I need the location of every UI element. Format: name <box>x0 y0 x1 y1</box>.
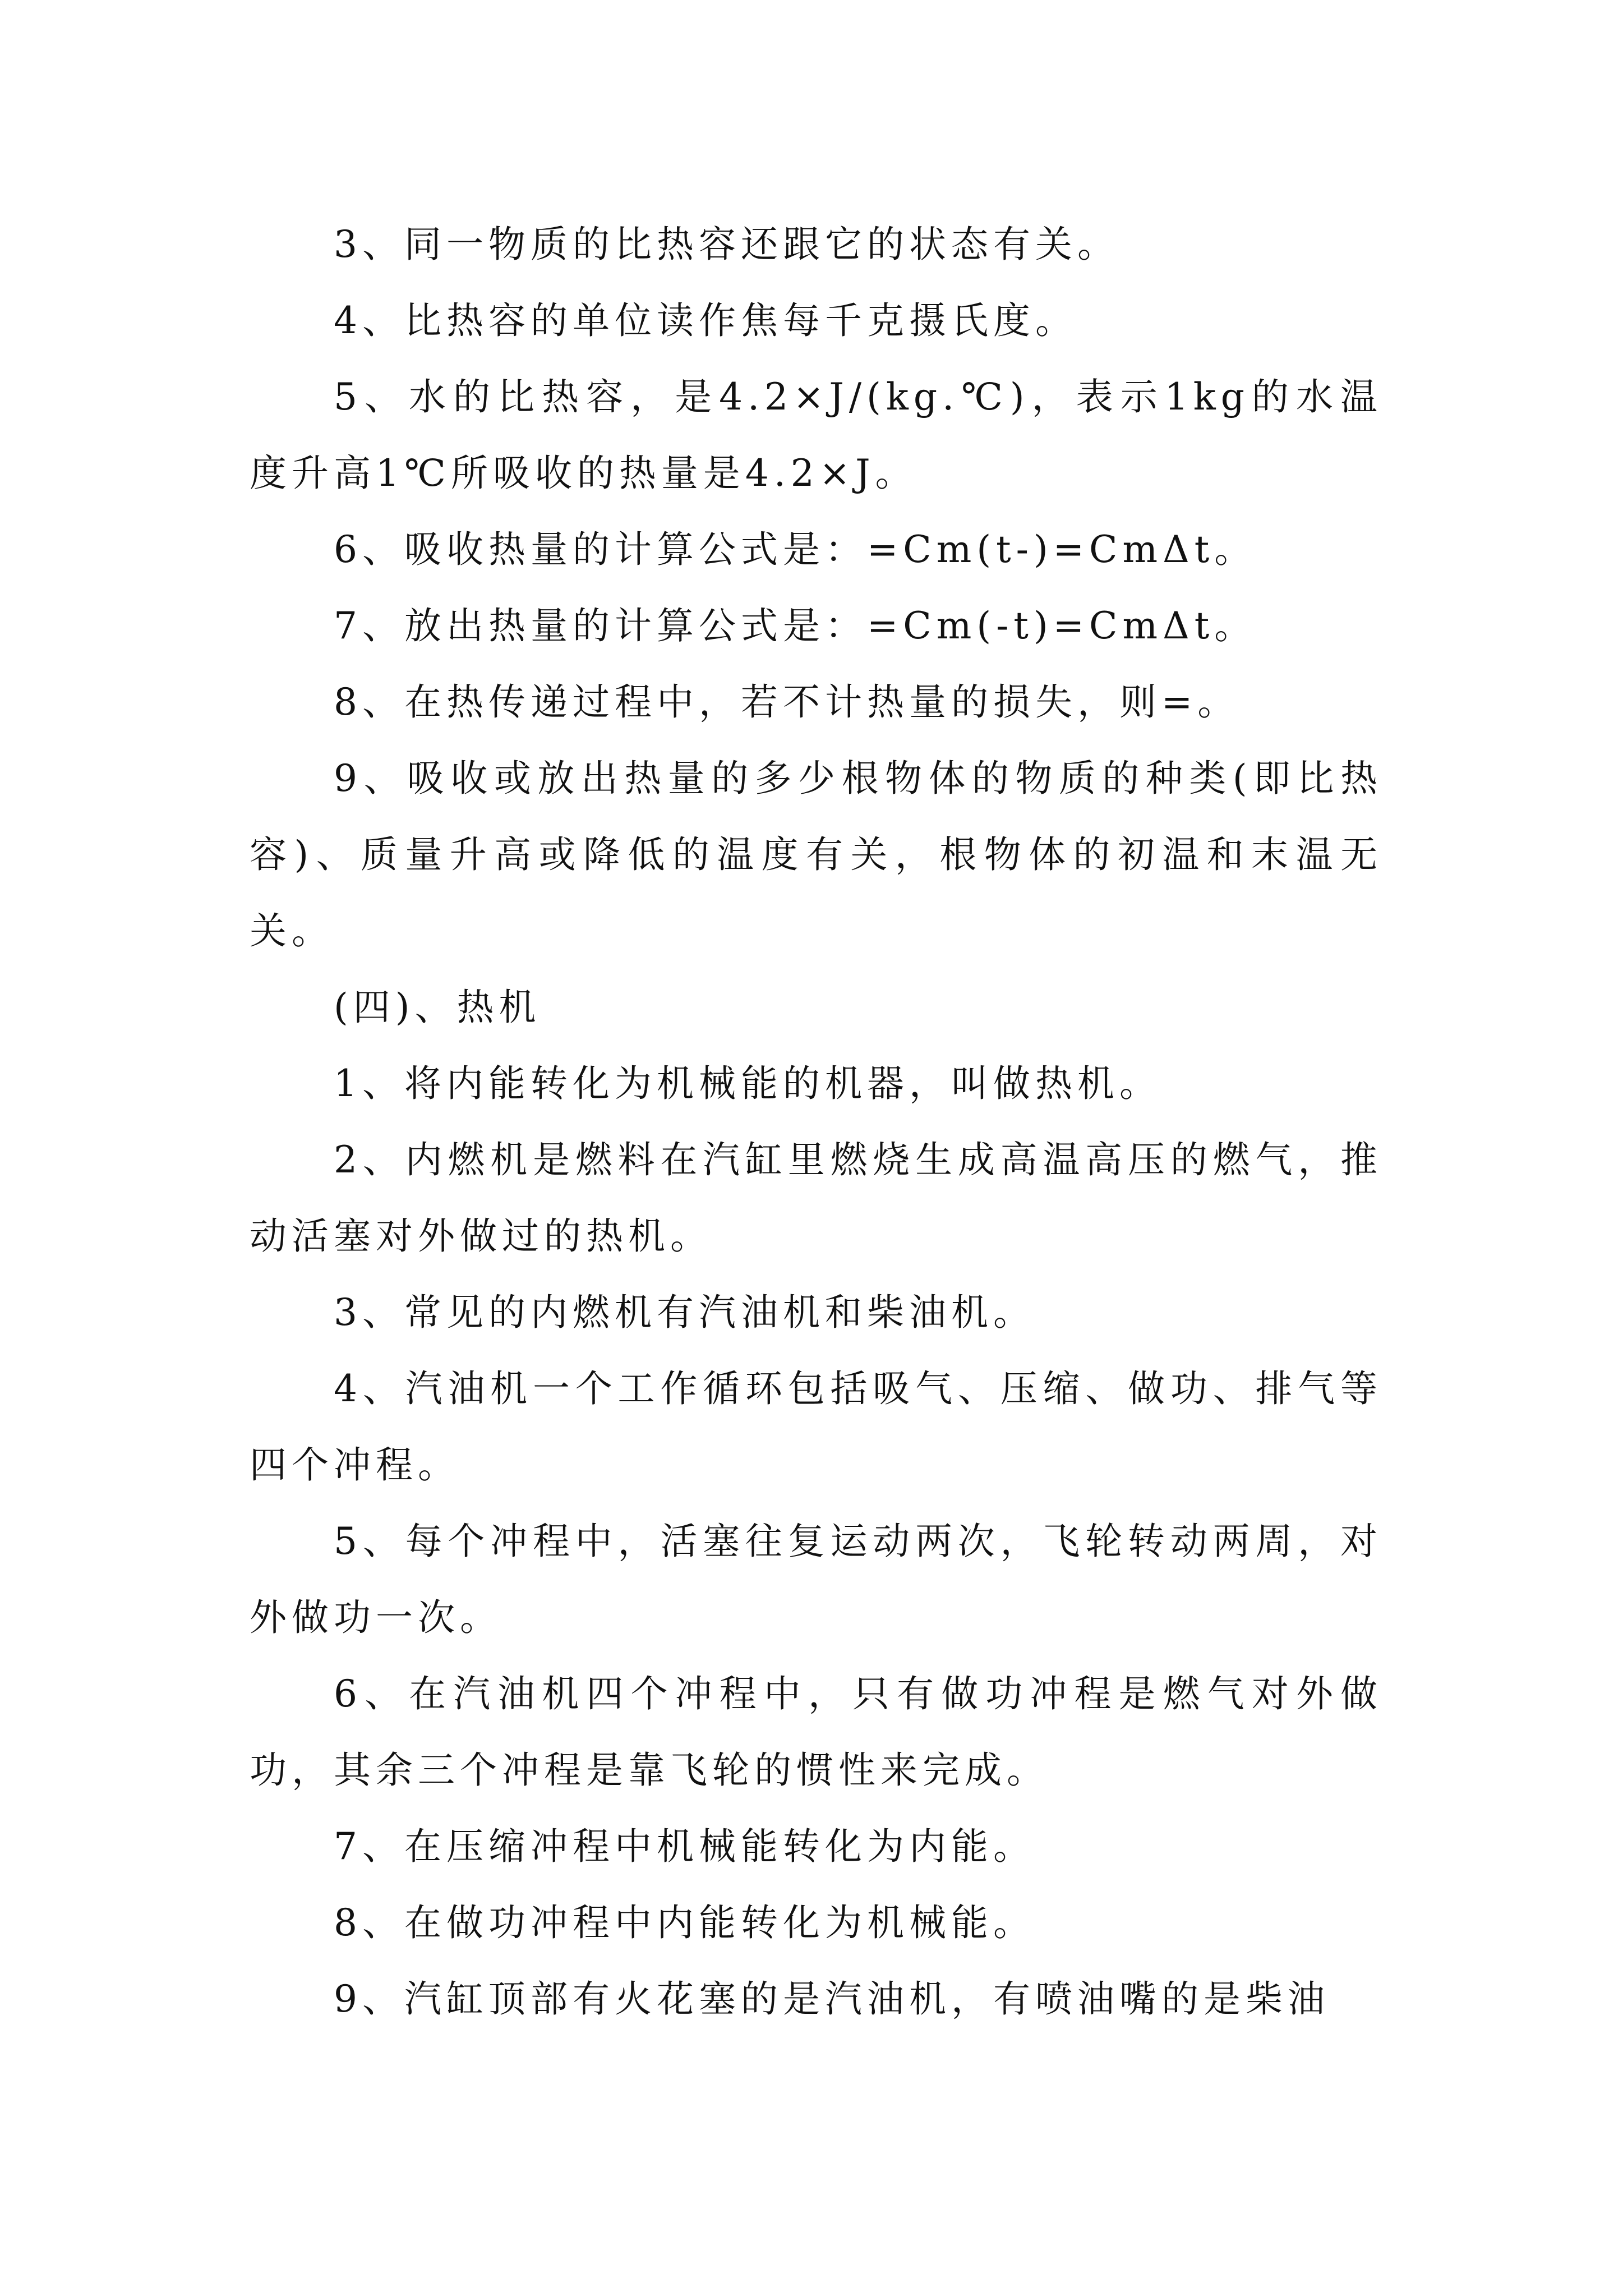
document-body <box>250 206 1382 2037</box>
paragraph-heat-transfer-balance: 8、在热传递过程中，若不计热量的损失，则=。 <box>334 680 1240 724</box>
paragraph-engine-cycle: 4、汽油机一个工作循环包括吸气、压缩、做功、排气等四个冲程。 <box>250 1367 1382 1487</box>
paragraph-engine-types: 3、常见的内燃机有汽油机和柴油机。 <box>334 1291 1035 1334</box>
paragraph-work-stroke: 8、在做功冲程中内能转化为机械能。 <box>334 1901 1035 1944</box>
paragraph-water-specific-heat: 5、水的比热容，是4.2×J/(kg.℃)，表示1kg的水温度升高1℃所吸收的热量是4.2×J。 <box>250 375 1382 495</box>
paragraph-specific-heat-state: 3、同一物质的比热容还跟它的状态有关。 <box>334 223 1119 266</box>
paragraph-heat-released-formula: 7、放出热量的计算公式是：=Cm(-t)=CmΔt。 <box>334 604 1257 647</box>
paragraph-heat-factors: 9、吸收或放出热量的多少根物体的物质的种类(即比热容)、质量升高或降低的温度有关，根物体的初温和末温无关。 <box>250 757 1382 953</box>
paragraph-spark-plug-injector: 9、汽缸顶部有火花塞的是汽油机，有喷油嘴的是柴油 <box>334 1977 1330 2021</box>
section-heading-heat-engine: (四)、热机 <box>334 986 541 1029</box>
paragraph-specific-heat-unit: 4、比热容的单位读作焦每千克摄氏度。 <box>334 299 1077 342</box>
paragraph-internal-combustion-engine: 2、内燃机是燃料在汽缸里燃烧生成高温高压的燃气，推动活塞对外做过的热机。 <box>250 1138 1382 1258</box>
paragraph-heat-absorbed-formula: 6、吸收热量的计算公式是：=Cm(t-)=CmΔt。 <box>334 528 1257 571</box>
paragraph-stroke-motion: 5、每个冲程中，活塞往复运动两次，飞轮转动两周，对外做功一次。 <box>250 1520 1382 1639</box>
paragraph-compression-stroke: 7、在压缩冲程中机械能转化为内能。 <box>334 1825 1035 1868</box>
paragraph-power-stroke: 6、在汽油机四个冲程中，只有做功冲程是燃气对外做功，其余三个冲程是靠飞轮的惯性来完成。 <box>250 1672 1382 1792</box>
paragraph-heat-engine-definition: 1、将内能转化为机械能的机器，叫做热机。 <box>334 1062 1161 1105</box>
